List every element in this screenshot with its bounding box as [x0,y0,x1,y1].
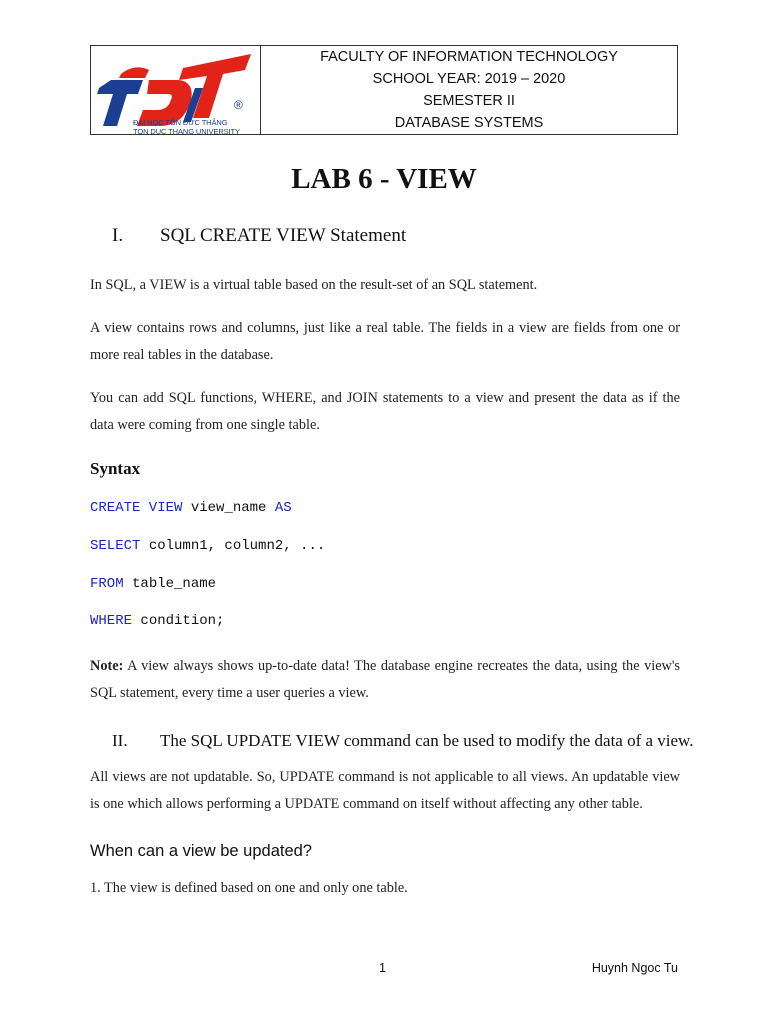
school-year-line: SCHOOL YEAR: 2019 – 2020 [372,71,566,87]
course-line: DATABASE SYSTEMS [394,115,544,131]
section-1-number: I. [112,225,124,246]
code-keyword: WHERE [90,613,133,629]
subheading-when-updated: When can a view be updated? [90,842,312,860]
code-keyword: SELECT [90,538,141,554]
code-text: column1, column2, ... [140,538,326,554]
code-line-1 [90,500,292,516]
paragraph-view-definition: In SQL, a VIEW is a virtual table based on the result-set of an SQL statement. [90,277,538,293]
code-text: view_name [182,500,275,516]
code-keyword: AS [274,500,292,516]
code-line-4 [90,613,224,629]
logo-subtitle-en: TON DUC THANG UNIVERSITY [133,127,240,134]
logo-subtitle-vn: ĐẠI HỌC TÔN ĐỨC THẮNG [133,118,228,127]
note-text: A view always shows up-to-date data! The database engine recreates the data, using the view's SQL statement, every time a user queries a view. [90,658,680,701]
list-item-1: 1. The view is defined based on one and only one table. [90,880,408,896]
code-keyword: CREATE VIEW [90,500,183,516]
page-title: LAB 6 - VIEW [291,163,477,195]
paragraph-updatable-views: All views are not updatable. So, UPDATE command is not applicable to all views. An updatable view is one which allows performing a UPDATE command on itself without affecting any other table. [90,769,680,812]
code-keyword: FROM [90,576,124,592]
header-info [261,46,677,134]
university-logo [91,46,261,134]
note-paragraph [90,653,680,706]
document-header [90,45,678,135]
section-2-number: II. [112,731,128,750]
paragraph-view-functions: You can add SQL functions, WHERE, and JOIN statements to a view and present the data as if the data were coming from one single table. [90,390,680,433]
page-number: 1 [379,961,386,975]
footer-author: Huynh Ngoc Tu [591,961,678,975]
note-label: Note: [90,658,124,674]
registered-mark: ® [234,98,243,112]
paragraph-view-contents: A view contains rows and columns, just like a real table. The fields in a view are fields from one or more real tables in the database. [90,320,680,363]
syntax-heading: Syntax [90,459,141,478]
code-text: table_name [123,576,217,592]
code-text: condition; [132,613,225,629]
section-2-title: The SQL UPDATE VIEW command can be used to modify the data of a view. [160,731,694,750]
code-line-3 [90,576,216,592]
code-line-2 [90,538,325,554]
semester-line: SEMESTER II [423,93,515,109]
faculty-line: FACULTY OF INFORMATION TECHNOLOGY [320,49,618,65]
section-1-title: SQL CREATE VIEW Statement [160,225,407,246]
